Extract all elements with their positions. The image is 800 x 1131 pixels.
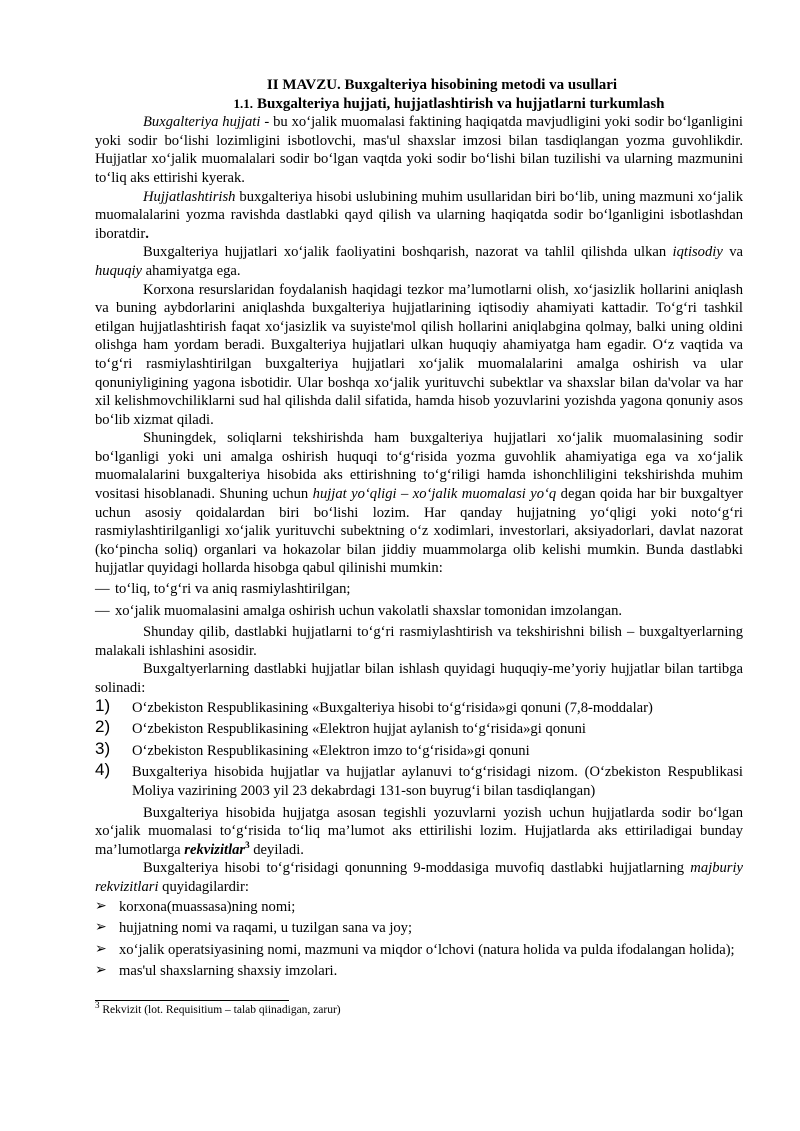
list-item: ➢ xo‘jalik operatsiyasining nomi, mazmuni va miqdor o‘lchovi (natura holida va pulda ifodalangan holida); (95, 941, 735, 958)
dash-bullet: — (95, 581, 110, 598)
paragraph-definition: Buxgalteriya hujjati - bu xo‘jalik muomalasi faktining haqiqatda mavjudligini yoki sodir bo‘lganligini yoki sodir bo‘lishi lozimligini isbotlovchi, mas'ul shaxslar imzosi bilan tasdiqlangan yozma guvohlikdir. Hujjatlar xo‘jalik muomalalari sodir bo‘lgan vaqtda yoki sodir bo‘lishi bilan tuzilishi va ularning mazmunini to‘liq aks ettirishi kyerak. (95, 114, 743, 186)
list-item: 4) Buxgalteriya hisobida hujjatlar va hujjatlar aylanuvi to‘g‘risidagi nizom. (O‘zbekiston Respublikasi Moliya vazirining 2003 yil 23 dekabrdagi 131-son buyrug‘i bilan tasdiqlangan) (95, 760, 743, 799)
paragraph-rekvizitlar: Buxgalteriya hisobida hujjatga asosan tegishli yozuvlarni yozish uchun hujjatlarda sodir bo‘lgan xo‘jalik muomalasi to‘g‘risida to‘liq ma’lumot aks ettirilishi lozim. Hujjatlarda aks ettiriladigai bunday ma’lumotlarga rekvizitlar$^3$ deyiladi. (95, 804, 743, 858)
paragraph-me-yoriy: Buxgaltyerlarning dastlabki hujjatlar bilan ishlash quyidagi huquqiy-me’yoriy hujjatlar bilan tartibga solinadi: (95, 661, 743, 696)
laws-list (95, 695, 743, 801)
dash-list-item: — xo‘jalik muomalasini amalga oshirish uchun vakolatli shaxslar tomonidan imzolangan. (95, 602, 623, 619)
rule-emphasis: hujjat yo‘qligi – xo‘jalik muomalasi yo‘q (312, 486, 557, 503)
term-buxgalteriya-hujjati: Buxgalteriya hujjati (143, 114, 261, 131)
section-number: 1.1. (233, 95, 253, 111)
term-hujjatlashtirish: Hujjatlashtirish (143, 188, 236, 205)
arrow-bullet-icon: ➢ (95, 920, 107, 936)
footnote-ref[interactable]: 3 (245, 839, 250, 850)
list-item: ➢ mas'ul shaxslarning shaxsiy imzolari. (95, 963, 338, 980)
list-item: 1) O‘zbekiston Respublikasining «Buxgalteriya hisobi to‘g‘risida»gi qonuni (7,8-moddalar) (95, 695, 653, 716)
list-item: 3) O‘zbekiston Respublikasining «Elektron imzo to‘g‘risida»gi qonuni (95, 738, 530, 759)
footnote-divider (95, 1000, 289, 1001)
list-item: ➢ hujjatning nomi va raqami, u tuzilgan sana va joy; (95, 920, 413, 937)
document-page (95, 76, 743, 984)
dash-list-item: — to‘liq, to‘g‘ri va aniq rasmiylashtirilgan; (95, 581, 351, 598)
list-item: ➢ korxona(muassasa)ning nomi; (95, 898, 296, 915)
footnote: $^3$ Rekvizit (lot. Requisitium – talab qiinadigan, zarur) (95, 1000, 341, 1016)
paragraph-hujjatlashtirish: Hujjatlashtirish buxgalteriya hisobi uslubining muhim usullaridan biri bo‘lib, uning mazmuni xo‘jalik muomalalarini yozma ravishda dastlabki qayd qilish va ularning haqiqatda sodir bo‘lganligini isbotlashdan iboratdir. (95, 188, 743, 242)
list-item: 2) O‘zbekiston Respublikasining «Elektron hujjat aylanish to‘g‘risida»gi qonuni (95, 717, 586, 738)
requisites-list (95, 898, 743, 981)
topic-title: II MAVZU. Buxgalteriya hisobining metodi va usullari (266, 77, 618, 93)
section-title (95, 95, 743, 114)
section-title-text: Buxgalteriya hujjati, hujjatlashtirish va hujjatlarni turkumlash (256, 95, 665, 112)
dash-bullet: — (95, 602, 110, 619)
paragraph-soliq: Shuningdek, soliqlarni tekshirishda ham buxgalteriya hujjatlari xo‘jalik muomalasining sodir bo‘lganligi yoki uni amalga oshirish huquqi to‘g‘risida yozma guvohlik ahamiyatiga ega va xo‘jalik muomalalarini buxgalteriya hisobida aks ettirishning to‘g‘riligi hamda ishonchliligini tekshirishda muhim vositasi hisoblanadi. Shuning uchun hujjat yo‘qligi – xo‘jalik muomalasi yo‘q degan qoida har bir buxgaltyer uchun asosiy qoidalardan biri bo‘lishi lozim. Har qanday hujjatning yo‘qligi yoki noto‘g‘ri rasmiylashtirilganligi xo‘jalik yurituvchi subektning o‘z xodimlari, investorlari, aksiyadorlari, davlat nazorat (ko‘pincha soliq) organlari va hokazolar bilan jiddiy muammolarga olib kelishi mumkin. Bunda dastlabki hujjatlar quyidagi hollarda hisobga qabul qilinishi mumkin: (95, 430, 743, 577)
footnote-number: 3 (95, 1000, 100, 1011)
term-rekvizitlar: rekvizitlar (184, 841, 246, 858)
paragraph-majburiy: Buxgalteriya hisobi to‘g‘risidagi qonunning 9-moddasiga muvofiq dastlabki hujjatlarning majburiy rekvizitlari quyidagilardir: (95, 860, 743, 895)
paragraph-shunday: Shunday qilib, dastlabki hujjatlarni to‘g‘ri rasmiylashtirish va tekshirishni bilish – buxgaltyerlarning malakali ishlashini asosidir. (95, 624, 743, 659)
paragraph-ahamiyat: Buxgalteriya hujjatlari xo‘jalik faoliyatini boshqarish, nazorat va tahlil qilishda ulkan iqtisodiy va huquqiy ahamiyatga ega. (95, 244, 743, 279)
arrow-bullet-icon: ➢ (95, 963, 107, 979)
arrow-bullet-icon: ➢ (95, 941, 107, 957)
term-majburiy-rekvizitlari: majburiy rekvizitlari (95, 860, 743, 895)
arrow-bullet-icon: ➢ (95, 898, 107, 914)
paragraph-korxona: Korxona resurslaridan foydalanish haqidagi tezkor ma’lumotlarni olish, xo‘jasizlik hollarini aniqlash va buning aybdorlarini aniqlashda buxgalteriya hujjatlarining iqtisodiy ahamiyati kattadir. To‘g‘ri tashkil etilgan hujjatlashtirish faqat xo‘jasizlik va suyiste'mol qilish hollarini aniqlabgina qolmay, balki uning oldini olishga ham yordam beradi. Buxgalteriya hujjatlari ulkan huquqiy ahamiyatga ham egadir. O‘z vaqtida va to‘g‘ri rasmiylashtirilgan buxgalteriya hujjatlari xo‘jalik muomalalarini amalga oshirish va ular qonuniyligining yagona isbotidir. Ular boshqa xo‘jalik yurituvchi subektlar va shaxslar bilan da'volar va har xil kelishmovchiliklarni sud hal qilishda dalil sifatida, hamda hisob yozuvlarini yozishda yagona qonuniy asos bo‘lib xizmat qiladi. (95, 281, 743, 428)
